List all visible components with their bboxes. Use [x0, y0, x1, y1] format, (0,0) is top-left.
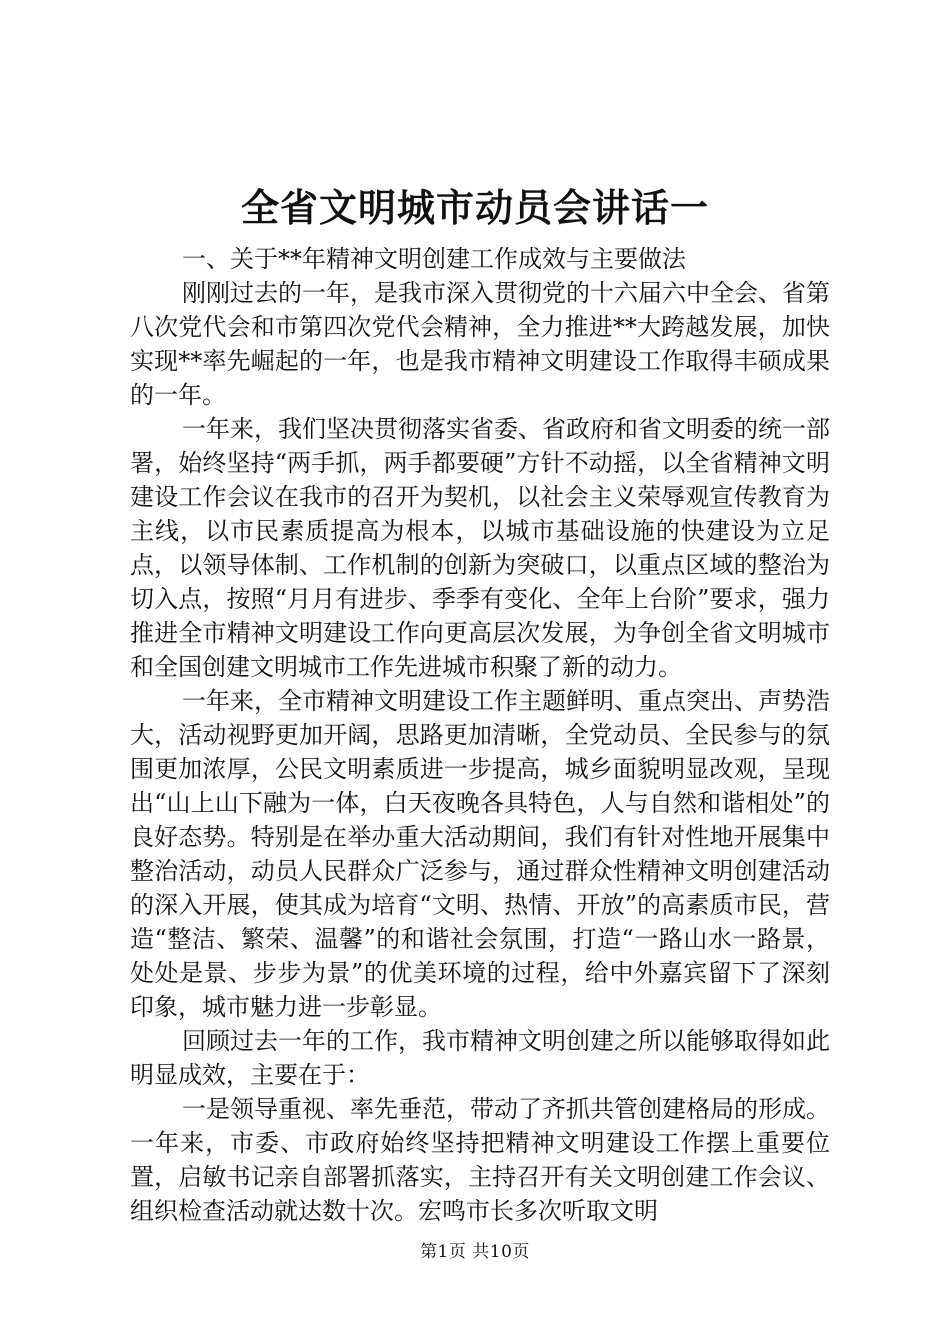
page-number-footer: 第1页 共10页	[420, 1242, 530, 1262]
body-paragraph: 一年来，全市精神文明建设工作主题鲜明、重点突出、声势浩大，活动视野更加开阔，思路更加清晰，全党动员、全民参与的氛围更加浓厚，公民文明素质进一步提高，城乡面貌明显改观，呈现出“山上山下融为一体，白天夜晚各具特色，人与自然和谐相处”的良好态势。特别是在举办重大活动期间，我们有针对性地开展集中整治活动，动员人民群众广泛参与，通过群众性精神文明创建活动的深入开展，使其成为培育“文明、热情、开放”的高素质市民，营造“整洁、繁荣、温馨”的和谐社会氛围，打造“一路山水一路景，处处是景、步步为景”的优美环境的过程，给中外嘉宾留下了深刻印象，城市魅力进一步彰显。	[130, 687, 830, 1021]
body-paragraph: 一是领导重视、率先垂范，带动了齐抓共管创建格局的形成。一年来，市委、市政府始终坚持把精神文明建设工作摆上重要位置，启敏书记亲自部署抓落实，主持召开有关文明创建工作会议、组织检查活动就达数十次。宏鸣市长多次听取文明	[130, 1095, 830, 1225]
section-heading: 一、关于**年精神文明创建工作成效与主要做法	[182, 245, 686, 273]
body-paragraph: 回顾过去一年的工作，我市精神文明创建之所以能够取得如此明显成效，主要在于：	[130, 1027, 830, 1089]
document-body	[130, 242, 830, 1228]
document-title: 全省文明城市动员会讲话一	[240, 185, 709, 230]
body-paragraph: 刚刚过去的一年，是我市深入贯彻党的十六届六中全会、省第八次党代会和市第四次党代会精神，全力推进**大跨越发展，加快实现**率先崛起的一年，也是我市精神文明建设工作取得丰硕成果的一年。	[130, 279, 830, 409]
body-paragraph: 一年来，我们坚决贯彻落实省委、省政府和省文明委的统一部署，始终坚持“两手抓，两手都要硬”方针不动摇，以全省精神文明建设工作会议在我市的召开为契机，以社会主义荣辱观宣传教育为主线，以市民素质提高为根本，以城市基础设施的快建设为立足点，以领导体制、工作机制的创新为突破口，以重点区域的整治为切入点，按照“月月有进步、季季有变化、全年上台阶”要求，强力推进全市精神文明建设工作向更高层次发展，为争创全省文明城市和全国创建文明城市工作先进城市积聚了新的动力。	[130, 415, 830, 681]
